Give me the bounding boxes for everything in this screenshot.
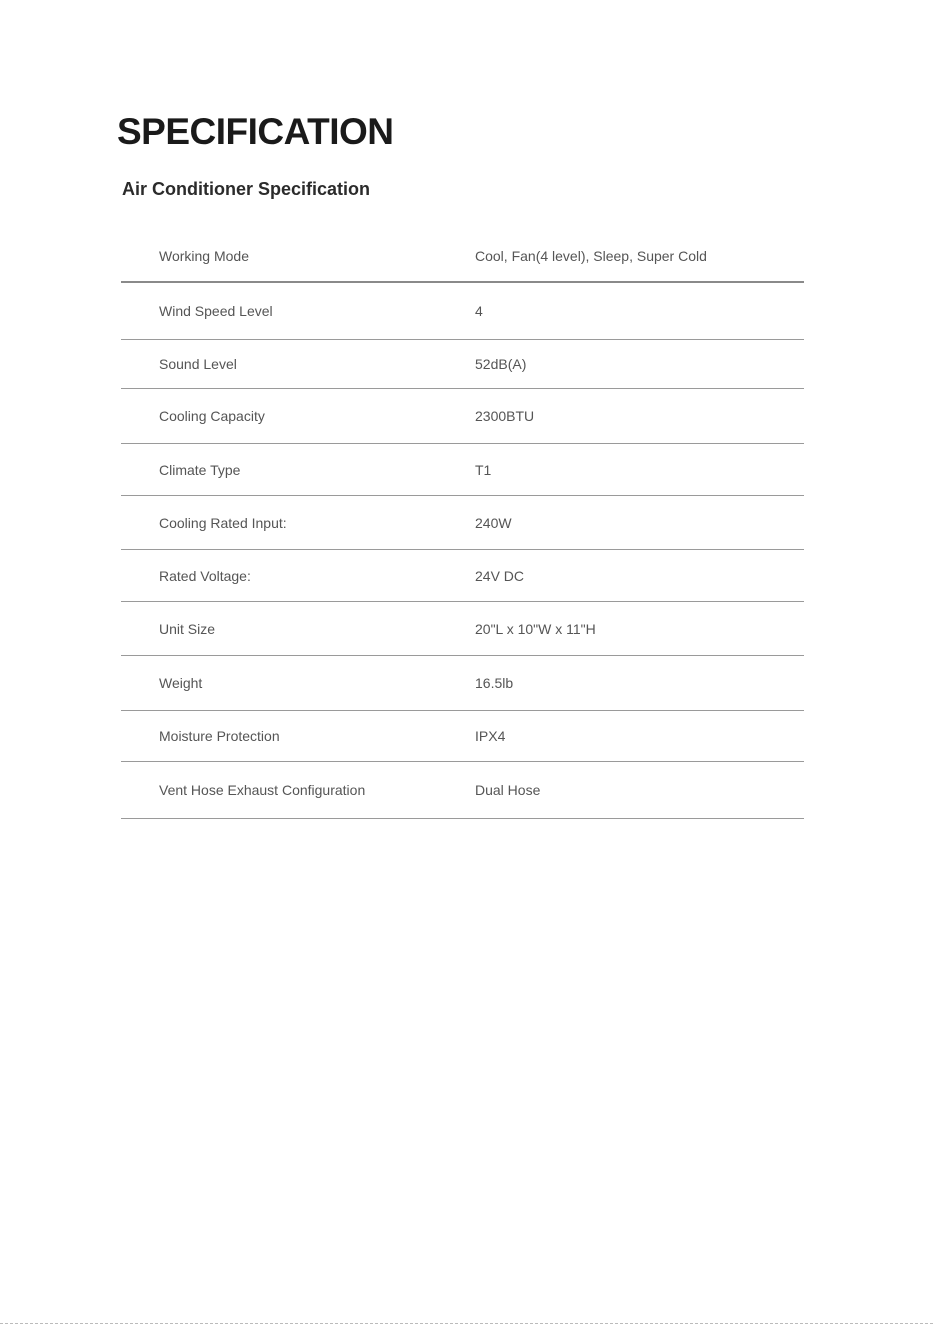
table-row (121, 550, 804, 602)
spec-label: Cooling Capacity (159, 408, 265, 424)
spec-value: 52dB(A) (475, 356, 527, 372)
spec-value: 240W (475, 514, 512, 531)
spec-label: Moisture Protection (159, 728, 280, 744)
page-title: SPECIFICATION (117, 111, 394, 152)
spec-label: Sound Level (159, 356, 237, 372)
table-row (121, 602, 804, 656)
table-row (121, 283, 804, 340)
spec-value: 20"L x 10"W x 11"H (475, 620, 596, 637)
spec-value: T1 (475, 461, 492, 478)
table-row (121, 389, 804, 444)
spec-value: Cool, Fan(4 level), Sleep, Super Cold (475, 248, 707, 264)
table-row (121, 496, 804, 550)
spec-value: Dual Hose (475, 782, 541, 798)
table-row (121, 656, 804, 711)
table-row (121, 762, 804, 819)
spec-label: Climate Type (159, 461, 241, 478)
spec-value: 16.5lb (475, 675, 514, 691)
spec-label: Weight (159, 675, 203, 691)
spec-value: 4 (475, 303, 483, 319)
spec-label: Wind Speed Level (159, 303, 273, 319)
table-row (121, 711, 804, 762)
table-row (121, 231, 804, 283)
spec-table (121, 231, 804, 819)
spec-label: Cooling Rated Input: (159, 514, 287, 531)
spec-value: IPX4 (475, 728, 506, 744)
section-title: Air Conditioner Specification (122, 179, 371, 199)
table-row (121, 340, 804, 389)
spec-label: Vent Hose Exhaust Configuration (159, 782, 366, 798)
spec-label: Working Mode (159, 248, 250, 264)
spec-label: Unit Size (159, 620, 216, 637)
spec-value: 2300BTU (475, 408, 535, 424)
table-row (121, 444, 804, 496)
spec-label: Rated Voltage: (159, 567, 251, 584)
spec-value: 24V DC (475, 567, 525, 584)
